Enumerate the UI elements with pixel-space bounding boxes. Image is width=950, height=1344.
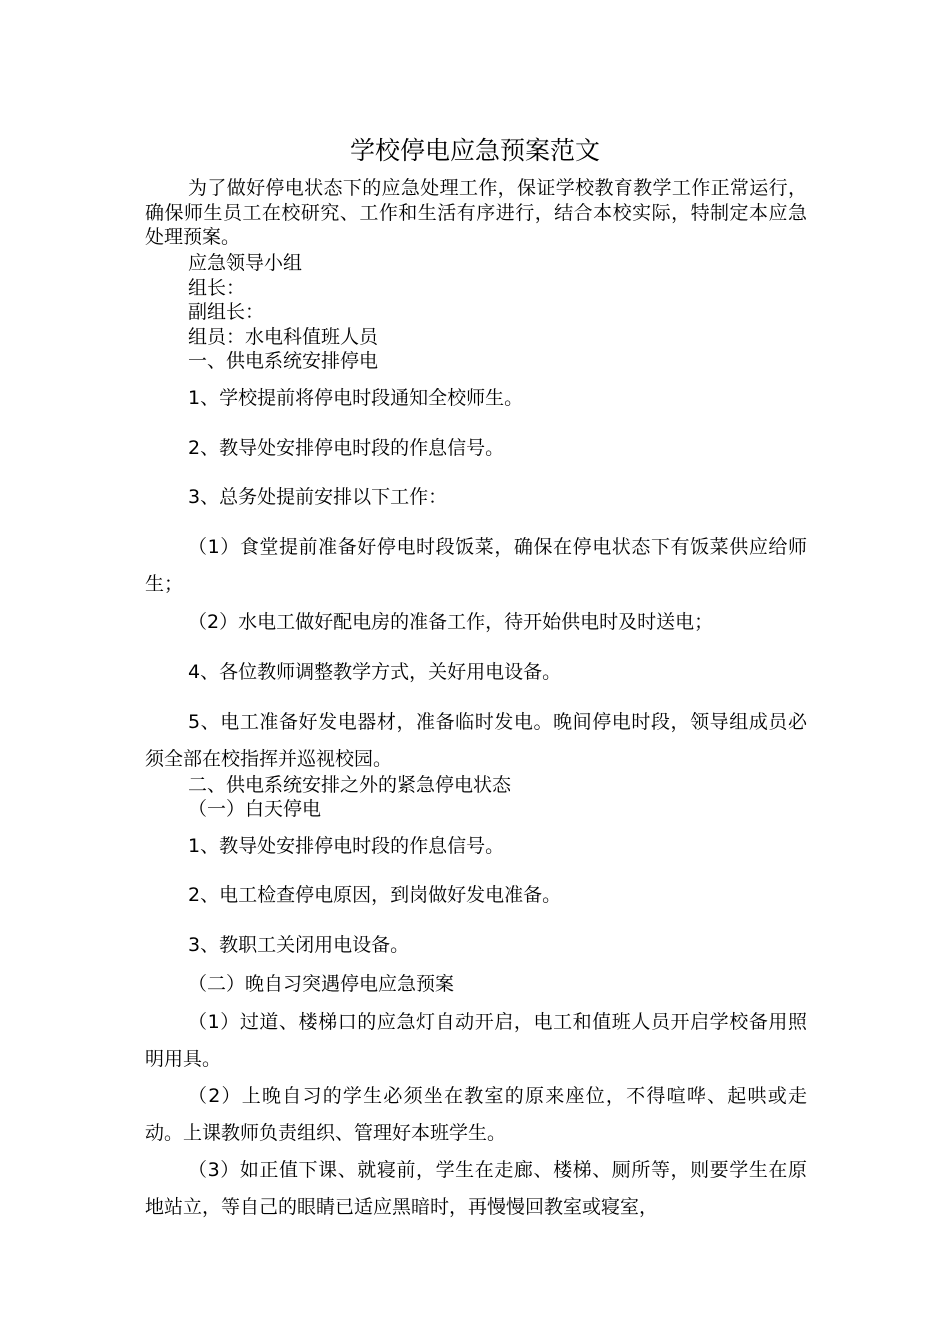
section1-sub1: （1）食堂提前准备好停电时段饭菜，确保在停电状态下有饭菜供应给师生；: [145, 536, 807, 595]
section1-item4: 4、各位教师调整教学方式，关好用电设备。: [188, 661, 562, 683]
deputy-line: 副组长：: [188, 301, 265, 323]
section1-item5: 5、电工准备好发电器材，准备临时发电。晚间停电时段，领导组成员必须全部在校指挥并巡视校园。: [145, 711, 807, 770]
section2-heading: 二、供电系统安排之外的紧急停电状态: [188, 774, 512, 796]
day-item2: 2、电工检查停电原因，到岗做好发电准备。: [188, 884, 562, 906]
document-title: 学校停电应急预案范文: [349, 136, 600, 165]
day-heading: （一）白天停电: [188, 798, 322, 820]
day-item1: 1、教导处安排停电时段的作息信号。: [188, 835, 505, 857]
intro-paragraph: 为了做好停电状态下的应急处理工作，保证学校教育教学工作正常运行，确保师生员工在校研究、工作和生活有序进行，结合本校实际，特制定本应急处理预案。: [145, 177, 807, 248]
leadership-heading: 应急领导小组: [188, 252, 303, 274]
members-line: 组员：水电科值班人员: [188, 326, 379, 348]
section1-item3: 3、总务处提前安排以下工作：: [188, 486, 448, 508]
section1-sub2: （2）水电工做好配电房的准备工作，待开始供电时及时送电；: [188, 611, 714, 633]
night-item2: （2）上晚自习的学生必须坐在教室的原来座位，不得喧哗、起哄或走动。上课教师负责组织、管理好本班学生。: [145, 1085, 807, 1144]
section1-item1: 1、学校提前将停电时段通知全校师生。: [188, 387, 524, 409]
night-heading: （二）晚自习突遇停电应急预案: [188, 973, 455, 995]
leader-line: 组长：: [188, 277, 246, 299]
section1-item2: 2、教导处安排停电时段的作息信号。: [188, 437, 505, 459]
night-item3: （3）如正值下课、就寝前，学生在走廊、楼梯、厕所等，则要学生在原地站立，等自己的眼睛已适应黑暗时，再慢慢回教室或寝室，: [145, 1159, 807, 1218]
day-item3: 3、教职工关闭用电设备。: [188, 934, 410, 956]
night-item1: （1）过道、楼梯口的应急灯自动开启，电工和值班人员开启学校备用照明用具。: [145, 1011, 807, 1070]
section1-heading: 一、供电系统安排停电: [188, 350, 379, 372]
